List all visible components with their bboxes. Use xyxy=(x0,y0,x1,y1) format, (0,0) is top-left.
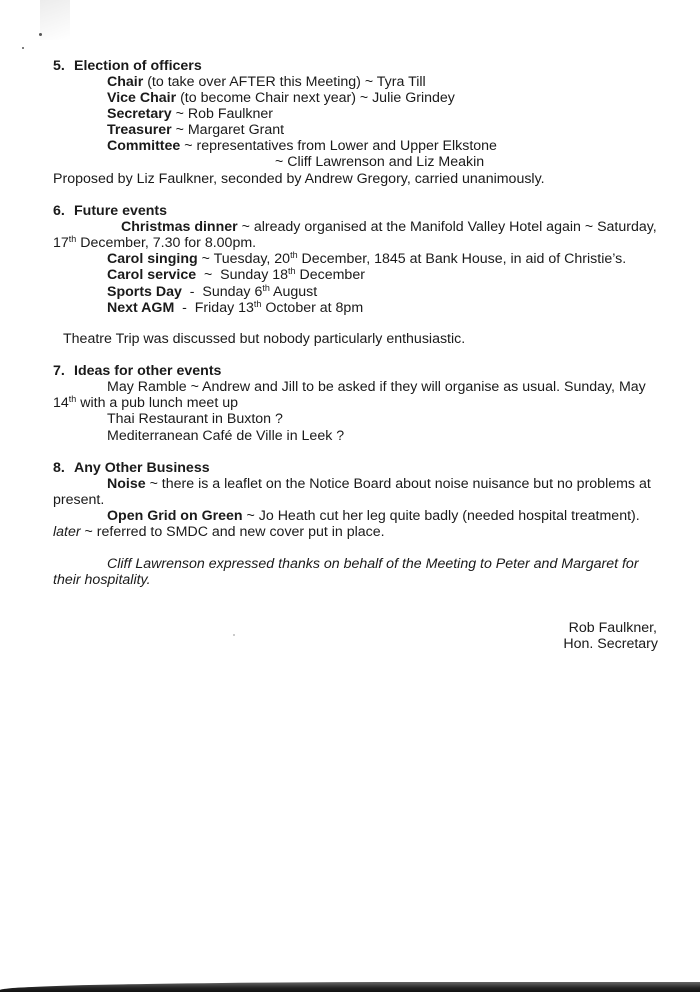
ramble-text: with a pub lunch meet up xyxy=(76,395,238,411)
ordinal-suffix: th xyxy=(288,266,296,276)
next-agm-text: - Friday 13 xyxy=(174,300,254,316)
sports-day-line xyxy=(107,284,317,300)
vice-chair-label: Vice Chair xyxy=(107,90,177,106)
ramble-day: 14 xyxy=(53,395,69,411)
committee-line xyxy=(107,138,497,154)
carol-service-text: ~ Sunday 18 xyxy=(196,267,289,283)
secretary-label: Secretary xyxy=(107,106,172,122)
treasurer-label: Treasurer xyxy=(107,122,172,138)
open-grid-text: ~ Jo Heath cut her leg quite badly (needed hospital treatment). xyxy=(242,508,640,524)
theatre-line: Theatre Trip was discussed but nobody particularly enthusiastic. xyxy=(63,331,466,347)
chair-text: (to take over AFTER this Meeting) ~ Tyra Till xyxy=(143,74,426,90)
thai-restaurant-line: Thai Restaurant in Buxton ? xyxy=(107,411,283,427)
section-title: Election of officers xyxy=(74,58,202,74)
may-ramble-line-2 xyxy=(53,395,238,411)
christmas-dinner-text: ~ already organised at the Manifold Valley Hotel again ~ Saturday, xyxy=(237,219,657,235)
secretary-line xyxy=(107,106,273,122)
christmas-dinner-line xyxy=(121,219,657,235)
next-agm-text-2: October at 8pm xyxy=(261,300,364,316)
carol-service-text-2: December xyxy=(295,267,365,283)
thanks-line: Cliff Lawrenson expressed thanks on behalf of the Meeting to Peter and Margaret for xyxy=(107,556,639,572)
section-number: 8. xyxy=(53,460,65,476)
later-line xyxy=(53,524,385,540)
sports-day-text-2: August xyxy=(269,284,318,300)
thanks-line-2: their hospitality. xyxy=(53,572,151,588)
signature-name: Rob Faulkner, xyxy=(568,620,657,636)
carol-service-label: Carol service xyxy=(107,267,197,283)
noise-line xyxy=(107,476,651,492)
noise-line-2: present. xyxy=(53,492,105,508)
committee-text: ~ representatives from Lower and Upper Elkstone xyxy=(180,138,497,154)
open-grid-label: Open Grid on Green xyxy=(107,508,243,524)
sports-day-label: Sports Day xyxy=(107,284,182,300)
treasurer-line xyxy=(107,122,284,138)
section-title: Any Other Business xyxy=(74,460,210,476)
ordinal-suffix: th xyxy=(253,299,262,309)
chair-label: Chair xyxy=(107,74,144,90)
vice-chair-line xyxy=(107,90,455,106)
chair-line xyxy=(107,74,426,90)
ordinal-suffix: th xyxy=(262,283,270,293)
later-text: ~ referred to SMDC and new cover put in place. xyxy=(80,524,385,540)
next-agm-line xyxy=(107,300,363,316)
scan-edge xyxy=(0,982,700,992)
section-5-heading xyxy=(53,58,202,74)
signature-role: Hon. Secretary xyxy=(563,636,658,652)
noise-label: Noise xyxy=(107,476,146,492)
section-number: 7. xyxy=(53,363,65,379)
dinner-date-text: December, 7.30 for 8.00pm. xyxy=(76,235,257,251)
christmas-dinner-line-2 xyxy=(53,235,256,251)
christmas-dinner-label: Christmas dinner xyxy=(121,219,238,235)
ordinal-suffix: th xyxy=(290,250,298,260)
carol-singing-line xyxy=(107,251,626,267)
open-grid-line xyxy=(107,508,640,524)
section-number: 5. xyxy=(53,58,65,74)
section-title: Ideas for other events xyxy=(74,363,222,379)
carol-singing-text: ~ Tuesday, 20 xyxy=(197,251,291,267)
secretary-text: ~ Rob Faulkner xyxy=(171,106,274,122)
carol-singing-text-2: December, 1845 at Bank House, in aid of Christie’s. xyxy=(297,251,627,267)
committee-label: Committee xyxy=(107,138,181,154)
carol-singing-label: Carol singing xyxy=(107,251,198,267)
cafe-line: Mediterranean Café de Ville in Leek ? xyxy=(107,428,345,444)
scan-speck xyxy=(233,634,235,636)
may-ramble-line: May Ramble ~ Andrew and Jill to be asked if they will organise as usual. Sunday, May xyxy=(107,379,646,395)
section-number: 6. xyxy=(53,203,65,219)
vice-chair-text: (to become Chair next year) ~ Julie Grindey xyxy=(176,90,455,106)
ordinal-suffix: th xyxy=(68,234,77,244)
scan-speck xyxy=(22,47,24,49)
ordinal-suffix: th xyxy=(68,394,77,404)
scan-speck xyxy=(39,33,42,36)
dinner-day: 17 xyxy=(53,235,69,251)
section-7-heading xyxy=(53,363,221,379)
treasurer-text: ~ Margaret Grant xyxy=(171,122,285,138)
carol-service-line xyxy=(107,267,365,283)
sports-day-text: - Sunday 6 xyxy=(181,284,263,300)
proposal-line: Proposed by Liz Faulkner, seconded by Andrew Gregory, carried unanimously. xyxy=(53,171,545,187)
scan-smudge xyxy=(40,0,70,40)
later-label: later xyxy=(53,524,81,540)
committee-line-2: ~ Cliff Lawrenson and Liz Meakin xyxy=(275,154,485,170)
next-agm-label: Next AGM xyxy=(107,300,175,316)
section-title: Future events xyxy=(74,203,168,219)
section-6-heading xyxy=(53,203,167,219)
section-8-heading xyxy=(53,460,210,476)
noise-text: ~ there is a leaflet on the Notice Board about noise nuisance but no problems at xyxy=(145,476,651,492)
